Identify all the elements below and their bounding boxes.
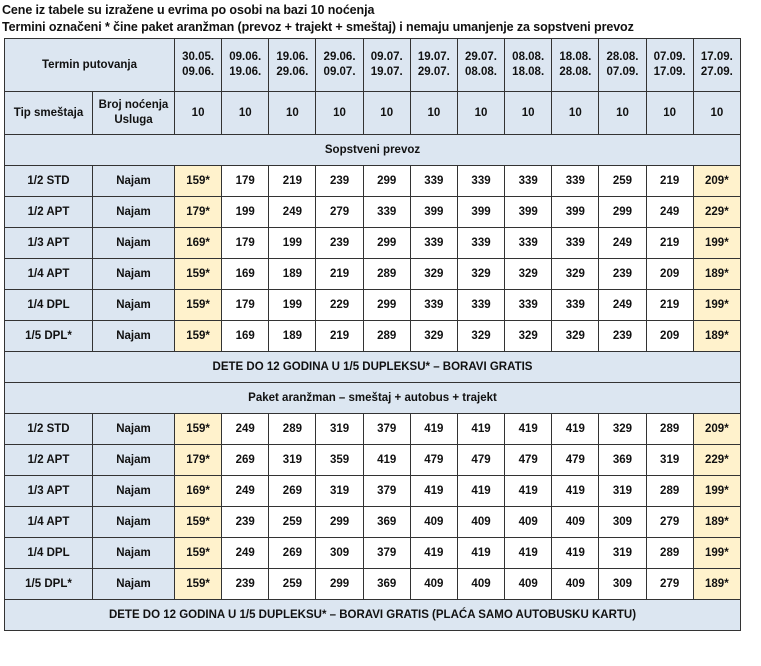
service-cell: Najam (93, 321, 175, 352)
price-cell: 299 (363, 166, 410, 197)
price-cell: 409 (505, 569, 552, 600)
price-cell: 209 (646, 259, 693, 290)
price-cell: 419 (410, 414, 457, 445)
header-date-cell (599, 39, 646, 92)
broj-label-line-2: Usluga (114, 114, 153, 126)
price-cell: 419 (552, 414, 599, 445)
nights-cell: 10 (363, 92, 410, 135)
nights-cell: 10 (316, 92, 363, 135)
date-from: 09.06. (229, 51, 262, 63)
table-row (5, 507, 741, 538)
price-cell: 299 (363, 228, 410, 259)
price-cell: 419 (505, 538, 552, 569)
header-date-cell (457, 39, 504, 92)
price-cell: 159* (175, 259, 222, 290)
header-date-cell (505, 39, 552, 92)
price-cell: 199 (222, 197, 269, 228)
table-row (5, 197, 741, 228)
date-to: 09.07. (323, 66, 356, 78)
header-date-cell (269, 39, 316, 92)
service-cell: Najam (93, 569, 175, 600)
room-type-cell: 1/2 STD (5, 166, 93, 197)
price-cell: 199* (693, 228, 740, 259)
date-from: 28.08. (606, 51, 639, 63)
price-cell: 199* (693, 476, 740, 507)
section-note-row (5, 352, 741, 383)
price-cell: 279 (646, 569, 693, 600)
price-cell: 299 (316, 507, 363, 538)
table-row (5, 569, 741, 600)
price-cell: 299 (316, 569, 363, 600)
tip-label: Tip smeštaja (5, 92, 93, 135)
intro-line-2: Termini označeni * čine paket aranžman (prevoz + trajekt + smeštaj) i nemaju umanjenje za sopstveni prevoz (2, 20, 634, 34)
price-cell: 479 (457, 445, 504, 476)
date-from: 18.08. (559, 51, 592, 63)
date-from: 29.06. (323, 51, 356, 63)
date-to: 08.08. (465, 66, 497, 78)
price-cell: 209 (646, 321, 693, 352)
price-cell: 219 (646, 290, 693, 321)
price-cell: 299 (363, 290, 410, 321)
price-cell: 329 (599, 414, 646, 445)
price-cell: 409 (505, 507, 552, 538)
price-cell: 479 (552, 445, 599, 476)
price-cell: 249 (222, 476, 269, 507)
section-note: DETE DO 12 GODINA U 1/5 DUPLEKSU* – BORAVI GRATIS (PLAĆA SAMO AUTOBUSKU KARTU) (5, 600, 741, 631)
room-type-cell: 1/2 APT (5, 197, 93, 228)
date-to: 29.06. (276, 66, 309, 78)
price-cell: 399 (410, 197, 457, 228)
price-cell: 359 (316, 445, 363, 476)
price-cell: 269 (269, 476, 316, 507)
price-cell: 159* (175, 321, 222, 352)
price-cell: 219 (646, 228, 693, 259)
price-cell: 169 (222, 321, 269, 352)
price-cell: 419 (552, 538, 599, 569)
date-to: 28.08. (559, 66, 592, 78)
price-cell: 219 (316, 259, 363, 290)
table-row (5, 445, 741, 476)
service-cell: Najam (93, 507, 175, 538)
header-date-cell (552, 39, 599, 92)
price-cell: 409 (457, 569, 504, 600)
table-row (5, 228, 741, 259)
price-cell: 209* (693, 414, 740, 445)
price-cell: 339 (552, 228, 599, 259)
price-cell: 159* (175, 538, 222, 569)
price-cell: 419 (410, 476, 457, 507)
price-cell: 339 (410, 166, 457, 197)
price-cell: 339 (457, 228, 504, 259)
price-cell: 409 (410, 507, 457, 538)
price-cell: 419 (457, 538, 504, 569)
price-cell: 289 (269, 414, 316, 445)
price-cell: 189* (693, 259, 740, 290)
price-cell: 189 (269, 259, 316, 290)
price-cell: 239 (222, 569, 269, 600)
price-cell: 189* (693, 321, 740, 352)
nights-cell: 10 (222, 92, 269, 135)
price-cell: 309 (316, 538, 363, 569)
service-cell: Najam (93, 197, 175, 228)
date-to: 29.07. (417, 66, 450, 78)
price-cell: 199 (269, 290, 316, 321)
table-row (5, 166, 741, 197)
section-note: DETE DO 12 GODINA U 1/5 DUPLEKSU* – BORAVI GRATIS (5, 352, 741, 383)
price-cell: 399 (552, 197, 599, 228)
nights-cell: 10 (693, 92, 740, 135)
price-cell: 249 (222, 414, 269, 445)
price-cell: 299 (599, 197, 646, 228)
price-cell: 249 (599, 290, 646, 321)
price-cell: 239 (222, 507, 269, 538)
section-title-row (5, 383, 741, 414)
price-cell: 269 (269, 538, 316, 569)
price-cell: 399 (505, 197, 552, 228)
price-cell: 369 (599, 445, 646, 476)
price-cell: 419 (552, 476, 599, 507)
price-cell: 339 (363, 197, 410, 228)
date-from: 17.09. (700, 51, 733, 63)
service-cell: Najam (93, 228, 175, 259)
price-cell: 339 (505, 228, 552, 259)
price-cell: 329 (552, 259, 599, 290)
room-type-cell: 1/4 DPL (5, 290, 93, 321)
price-cell: 199* (693, 290, 740, 321)
price-cell: 249 (646, 197, 693, 228)
price-cell: 409 (552, 569, 599, 600)
price-cell: 289 (646, 476, 693, 507)
price-cell: 179 (222, 166, 269, 197)
nights-cell: 10 (410, 92, 457, 135)
termin-label: Termin putovanja (5, 39, 175, 92)
date-to: 19.06. (229, 66, 262, 78)
price-cell: 339 (505, 166, 552, 197)
intro-line-1: Cene iz tabele su izražene u evrima po osobi na bazi 10 noćenja (2, 3, 375, 17)
price-cell: 479 (505, 445, 552, 476)
broj-label-line-1: Broj noćenja (98, 99, 169, 111)
price-cell: 199 (269, 228, 316, 259)
service-cell: Najam (93, 259, 175, 290)
price-cell: 419 (457, 414, 504, 445)
price-cell: 239 (316, 166, 363, 197)
price-cell: 369 (363, 507, 410, 538)
price-cell: 289 (646, 414, 693, 445)
price-cell: 339 (410, 290, 457, 321)
price-cell: 419 (505, 476, 552, 507)
price-cell: 289 (646, 538, 693, 569)
nights-cell: 10 (175, 92, 222, 135)
price-cell: 229* (693, 445, 740, 476)
price-cell: 379 (363, 538, 410, 569)
section-note-row (5, 600, 741, 631)
nights-cell: 10 (646, 92, 693, 135)
price-cell: 179 (222, 290, 269, 321)
price-cell: 179* (175, 445, 222, 476)
date-from: 09.07. (370, 51, 403, 63)
date-from: 19.07. (417, 51, 450, 63)
intro-text (2, 2, 634, 36)
service-cell: Najam (93, 445, 175, 476)
service-cell: Najam (93, 290, 175, 321)
price-cell: 319 (599, 476, 646, 507)
price-cell: 339 (410, 228, 457, 259)
price-cell: 169* (175, 228, 222, 259)
price-cell: 159* (175, 569, 222, 600)
price-cell: 169 (222, 259, 269, 290)
price-cell: 209* (693, 166, 740, 197)
table-row (5, 414, 741, 445)
price-table-body (5, 39, 741, 631)
table-row (5, 290, 741, 321)
price-cell: 269 (222, 445, 269, 476)
price-cell: 419 (363, 445, 410, 476)
header-date-cell (693, 39, 740, 92)
price-cell: 319 (269, 445, 316, 476)
service-cell: Najam (93, 166, 175, 197)
price-cell: 309 (599, 507, 646, 538)
price-cell: 399 (457, 197, 504, 228)
price-cell: 319 (316, 476, 363, 507)
price-cell: 189* (693, 569, 740, 600)
price-cell: 329 (410, 321, 457, 352)
price-cell: 339 (457, 290, 504, 321)
price-cell: 219 (269, 166, 316, 197)
price-cell: 339 (457, 166, 504, 197)
price-cell: 179* (175, 197, 222, 228)
price-cell: 379 (363, 476, 410, 507)
header-row-dates (5, 39, 741, 92)
price-cell: 339 (552, 166, 599, 197)
price-cell: 329 (505, 259, 552, 290)
header-date-cell (316, 39, 363, 92)
price-cell: 259 (599, 166, 646, 197)
date-from: 07.09. (653, 51, 686, 63)
nights-cell: 10 (599, 92, 646, 135)
price-cell: 229 (316, 290, 363, 321)
date-to: 19.07. (370, 66, 403, 78)
header-date-cell (363, 39, 410, 92)
date-from: 19.06. (276, 51, 309, 63)
room-type-cell: 1/2 STD (5, 414, 93, 445)
date-to: 18.08. (512, 66, 545, 78)
nights-cell: 10 (552, 92, 599, 135)
price-cell: 319 (646, 445, 693, 476)
price-cell: 419 (457, 476, 504, 507)
price-cell: 479 (410, 445, 457, 476)
price-cell: 259 (269, 507, 316, 538)
date-to: 17.09. (653, 66, 686, 78)
price-cell: 319 (599, 538, 646, 569)
table-row (5, 538, 741, 569)
room-type-cell: 1/5 DPL* (5, 569, 93, 600)
service-cell: Najam (93, 476, 175, 507)
price-cell: 249 (599, 228, 646, 259)
price-cell: 239 (599, 321, 646, 352)
price-cell: 369 (363, 569, 410, 600)
price-cell: 159* (175, 414, 222, 445)
price-cell: 379 (363, 414, 410, 445)
price-cell: 249 (222, 538, 269, 569)
price-cell: 339 (552, 290, 599, 321)
price-cell: 319 (316, 414, 363, 445)
price-cell: 339 (505, 290, 552, 321)
room-type-cell: 1/3 APT (5, 476, 93, 507)
date-to: 07.09. (606, 66, 639, 78)
price-cell: 289 (363, 259, 410, 290)
price-cell: 189 (269, 321, 316, 352)
price-table (4, 38, 741, 631)
price-cell: 409 (552, 507, 599, 538)
date-to: 09.06. (182, 66, 215, 78)
price-cell: 329 (457, 259, 504, 290)
nights-cell: 10 (457, 92, 504, 135)
price-cell: 289 (363, 321, 410, 352)
price-cell: 179 (222, 228, 269, 259)
service-cell: Najam (93, 538, 175, 569)
date-from: 08.08. (512, 51, 545, 63)
nights-cell: 10 (505, 92, 552, 135)
price-cell: 409 (410, 569, 457, 600)
table-row (5, 476, 741, 507)
price-cell: 239 (599, 259, 646, 290)
price-cell: 159* (175, 290, 222, 321)
price-cell: 329 (457, 321, 504, 352)
service-cell: Najam (93, 414, 175, 445)
price-cell: 219 (316, 321, 363, 352)
room-type-cell: 1/4 APT (5, 259, 93, 290)
table-row (5, 321, 741, 352)
price-cell: 309 (599, 569, 646, 600)
price-cell: 199* (693, 538, 740, 569)
price-cell: 279 (316, 197, 363, 228)
room-type-cell: 1/4 APT (5, 507, 93, 538)
date-to: 27.09. (700, 66, 733, 78)
price-cell: 249 (269, 197, 316, 228)
header-date-cell (222, 39, 269, 92)
nights-cell: 10 (269, 92, 316, 135)
room-type-cell: 1/4 DPL (5, 538, 93, 569)
price-cell: 239 (316, 228, 363, 259)
table-row (5, 259, 741, 290)
price-cell: 219 (646, 166, 693, 197)
price-cell: 329 (505, 321, 552, 352)
broj-label (93, 92, 175, 135)
price-cell: 259 (269, 569, 316, 600)
price-cell: 419 (505, 414, 552, 445)
price-cell: 419 (410, 538, 457, 569)
header-row-nights (5, 92, 741, 135)
price-cell: 409 (457, 507, 504, 538)
room-type-cell: 1/5 DPL* (5, 321, 93, 352)
date-from: 29.07. (465, 51, 497, 63)
price-cell: 279 (646, 507, 693, 538)
price-cell: 159* (175, 166, 222, 197)
price-cell: 189* (693, 507, 740, 538)
header-date-cell (410, 39, 457, 92)
price-cell: 159* (175, 507, 222, 538)
room-type-cell: 1/2 APT (5, 445, 93, 476)
price-cell: 169* (175, 476, 222, 507)
section-title-row (5, 135, 741, 166)
date-from: 30.05. (182, 51, 215, 63)
header-date-cell (175, 39, 222, 92)
header-date-cell (646, 39, 693, 92)
price-cell: 229* (693, 197, 740, 228)
section-title: Paket aranžman – smeštaj + autobus + trajekt (5, 383, 741, 414)
price-cell: 329 (552, 321, 599, 352)
room-type-cell: 1/3 APT (5, 228, 93, 259)
price-cell: 329 (410, 259, 457, 290)
section-title: Sopstveni prevoz (5, 135, 741, 166)
